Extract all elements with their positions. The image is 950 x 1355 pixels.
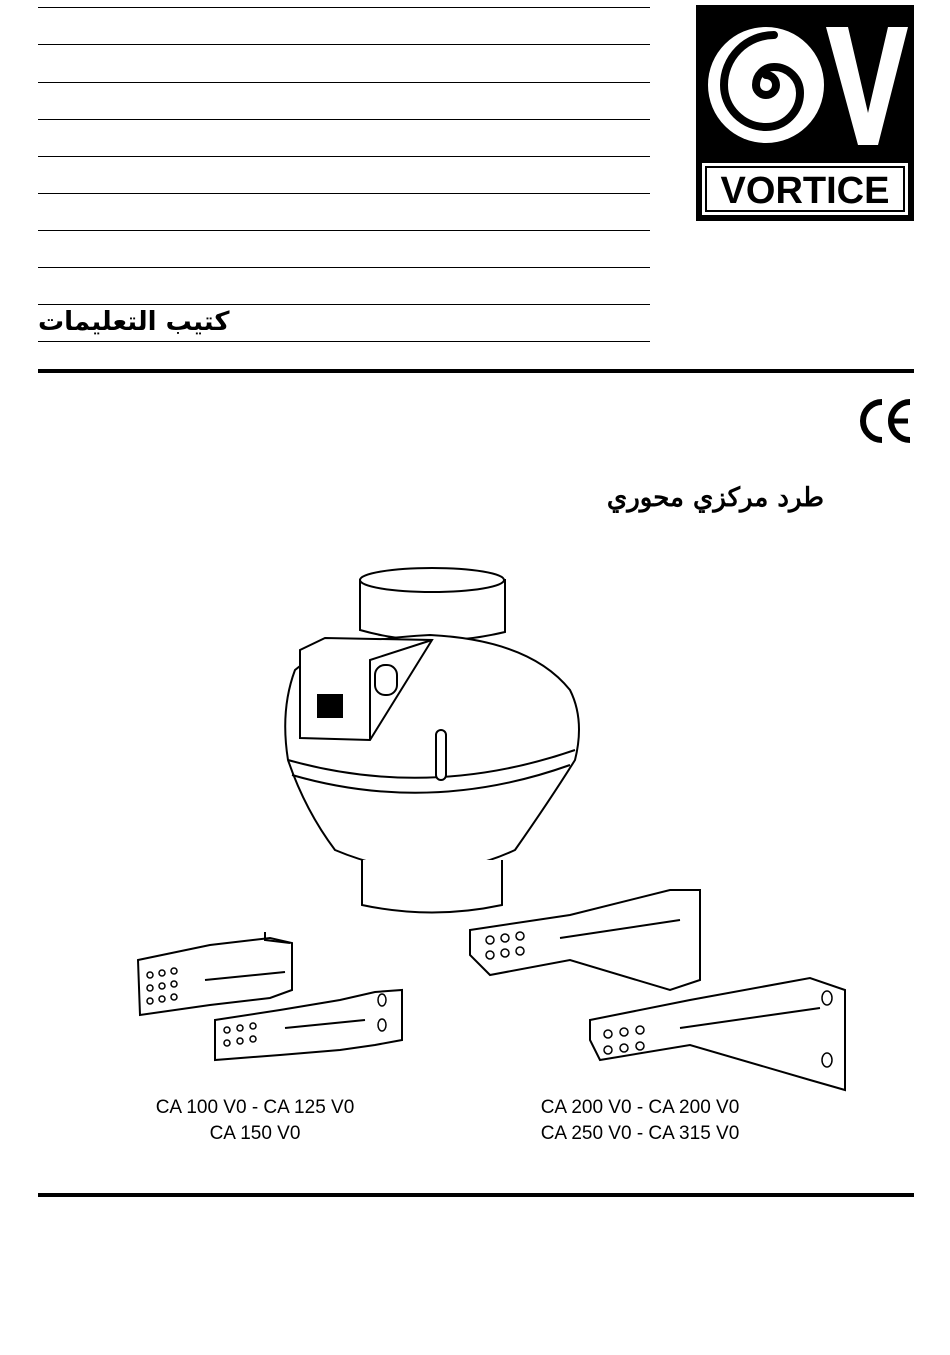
blank-line — [38, 156, 650, 157]
ce-mark-icon — [858, 396, 914, 446]
blank-line — [38, 119, 650, 120]
blank-line — [38, 267, 650, 268]
model-line: CA 100 V0 - CA 125 V0 — [155, 1097, 355, 1118]
blank-line — [38, 7, 650, 8]
mounting-bracket-icon — [138, 890, 845, 1090]
blank-line — [38, 341, 650, 342]
bottom-divider — [38, 1193, 914, 1197]
manual-title: كتيب التعليمات — [38, 307, 230, 337]
blank-line — [38, 44, 650, 45]
model-line: CA 200 V0 - CA 200 V0 — [540, 1097, 740, 1118]
centrifugal-fan-icon — [285, 568, 579, 913]
product-name: طرد مركزي محوري — [606, 483, 824, 513]
model-line: CA 250 V0 - CA 315 V0 — [540, 1123, 740, 1144]
vortice-logo-icon — [696, 5, 914, 221]
models-large — [510, 1095, 770, 1147]
blank-line — [38, 193, 650, 194]
model-line: CA 150 V0 — [209, 1123, 301, 1144]
product-illustration — [130, 560, 860, 1100]
blank-line — [38, 230, 650, 231]
top-divider — [38, 369, 914, 373]
models-small — [130, 1095, 380, 1147]
blank-line — [38, 82, 650, 83]
logo-text: VORTICE — [720, 170, 890, 212]
